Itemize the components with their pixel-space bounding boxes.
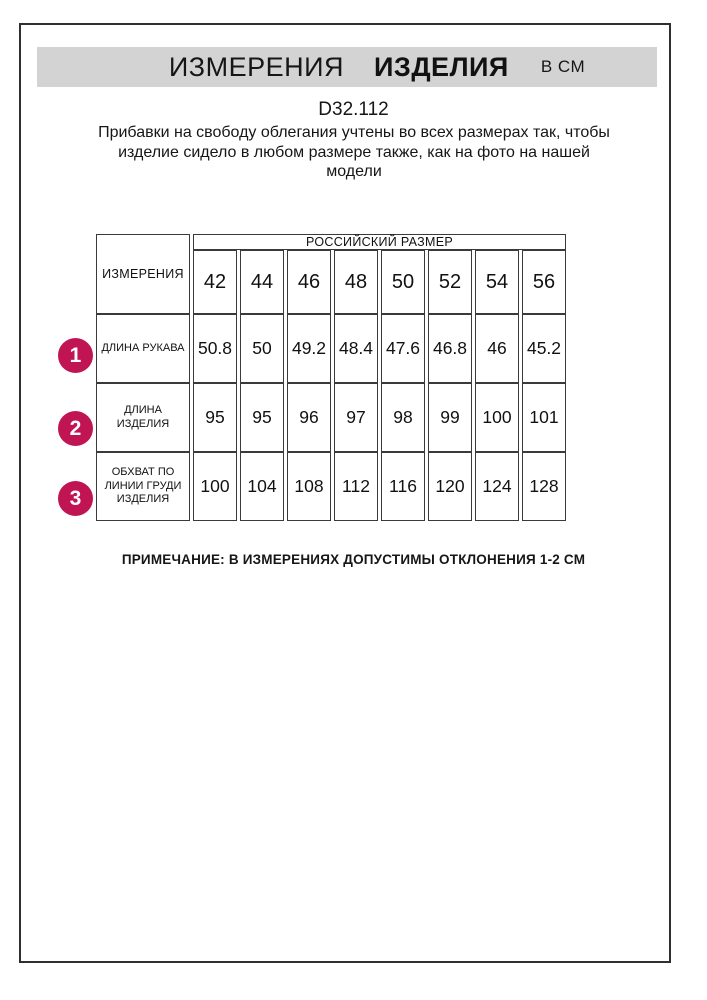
- value-cell: 95: [193, 383, 237, 452]
- table-header-row-group: [96, 234, 566, 250]
- value-cell: 49.2: [287, 314, 331, 383]
- value-cell: 50: [240, 314, 284, 383]
- size-header-cell: 42: [193, 250, 237, 314]
- value-cell: 104: [240, 452, 284, 521]
- fit-description-line: Прибавки на свободу облегания учтены во всех размерах так, чтобы: [98, 124, 610, 141]
- value-cell: 98: [381, 383, 425, 452]
- group-header-cell: РОССИЙСКИЙ РАЗМЕР: [193, 234, 566, 250]
- size-table: [93, 234, 569, 521]
- value-cell: 108: [287, 452, 331, 521]
- value-cell: 96: [287, 383, 331, 452]
- page-title-measurements: ИЗМЕРЕНИЯ: [168, 51, 344, 82]
- corner-header-cell: ИЗМЕРЕНИЯ: [96, 234, 190, 314]
- size-header-cell: 54: [475, 250, 519, 314]
- size-header-cell: 44: [240, 250, 284, 314]
- row-number-badge-1: 1: [58, 338, 93, 373]
- size-header-cell: 52: [428, 250, 472, 314]
- value-cell: 46: [475, 314, 519, 383]
- row-label-cell: [96, 452, 190, 521]
- value-cell: 95: [240, 383, 284, 452]
- value-cell: 101: [522, 383, 566, 452]
- value-cell: 99: [428, 383, 472, 452]
- value-cell: 50.8: [193, 314, 237, 383]
- value-cell: 124: [475, 452, 519, 521]
- row-label-line: ОБХВАТ ПО: [111, 466, 175, 479]
- table-row-chest-girth: [96, 452, 566, 521]
- row-label-line: ИЗДЕЛИЯ: [116, 417, 170, 430]
- value-cell: 46.8: [428, 314, 472, 383]
- value-cell: 47.6: [381, 314, 425, 383]
- row-label-line: ЛИНИИ ГРУДИ: [104, 479, 182, 492]
- page-title-units: В СМ: [540, 57, 586, 76]
- size-header-cell: 50: [381, 250, 425, 314]
- tolerance-note: ПРИМЕЧАНИЕ: В ИЗМЕРЕНИЯХ ДОПУСТИМЫ ОТКЛОНЕНИЯ 1-2 СМ: [121, 552, 586, 567]
- value-cell: 97: [334, 383, 378, 452]
- value-cell: 100: [193, 452, 237, 521]
- fit-description: [94, 123, 614, 182]
- value-cell: 112: [334, 452, 378, 521]
- value-cell: 120: [428, 452, 472, 521]
- model-code: D32.112: [318, 99, 389, 120]
- value-cell: 116: [381, 452, 425, 521]
- row-label-line: ИЗДЕЛИЯ: [116, 493, 170, 506]
- page-title-product: ИЗДЕЛИЯ: [374, 51, 509, 82]
- value-cell: 100: [475, 383, 519, 452]
- table-row-sleeve-length: [96, 314, 566, 383]
- size-header-cell: 46: [287, 250, 331, 314]
- value-cell: 128: [522, 452, 566, 521]
- row-label-cell: [96, 314, 190, 383]
- row-number-badge-2: 2: [58, 411, 93, 446]
- row-label-line: ДЛИНА РУКАВА: [101, 341, 185, 354]
- size-header-cell: 48: [334, 250, 378, 314]
- fit-description-line: модели: [326, 163, 382, 180]
- row-label-line: ДЛИНА: [124, 404, 162, 416]
- row-label-cell: [96, 383, 190, 452]
- title-bar: [37, 47, 657, 87]
- value-cell: 45.2: [522, 314, 566, 383]
- size-header-cell: 56: [522, 250, 566, 314]
- table-row-item-length: [96, 383, 566, 452]
- fit-description-line: изделие сидело в любом размере также, как на фото на нашей: [118, 143, 590, 161]
- row-number-badge-3: 3: [58, 481, 93, 516]
- value-cell: 48.4: [334, 314, 378, 383]
